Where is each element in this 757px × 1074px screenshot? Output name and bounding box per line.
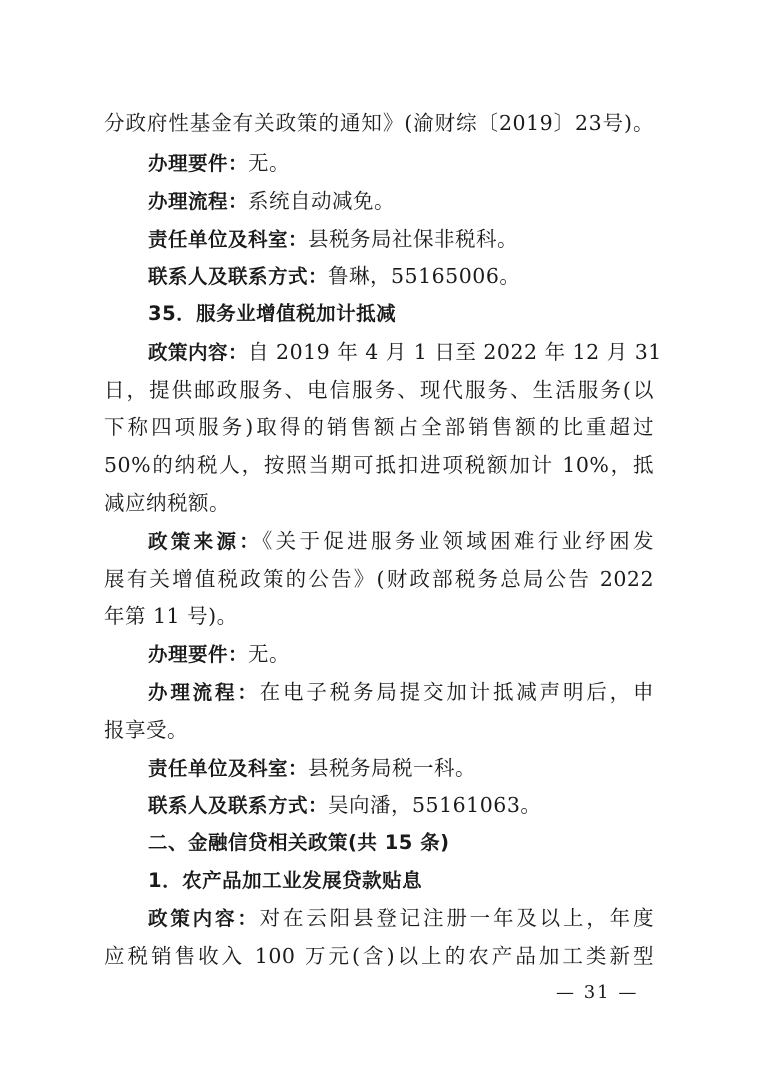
body-line [104, 716, 654, 744]
field-value: 无。 [248, 642, 291, 666]
field-value: 系统自动减免。 [248, 189, 396, 213]
field-line [148, 754, 654, 783]
field-line [148, 527, 654, 556]
field-value: 无。 [248, 151, 291, 175]
field-line [148, 678, 654, 707]
field-value: 《关于促进服务业领域困难行业纾困发 [262, 529, 654, 553]
field-label: 办理流程： [148, 681, 260, 704]
field-line [148, 225, 654, 254]
subsection-heading: 1．农产品加工业发展贷款贴息 [148, 869, 423, 892]
section-heading: 35．服务业增值税加计抵减 [148, 302, 397, 325]
body-line [104, 565, 654, 593]
body-line [104, 942, 654, 970]
line-text: 下称四项服务)取得的销售额占全部销售额的比重超过 [104, 415, 654, 439]
field-label: 责任单位及科室： [148, 228, 309, 251]
line-text: 展有关增值税政策的公告》(财政部税务总局公告 2022 [104, 567, 654, 591]
field-value: 对在云阳县登记注册一年及以上，年度 [259, 906, 654, 930]
field-line [148, 187, 654, 216]
field-line [148, 640, 654, 669]
field-line [148, 262, 654, 291]
field-label: 政策内容： [148, 907, 260, 930]
field-value: 自 2019 年 4 月 1 日至 2022 年 12 月 31 [248, 340, 662, 364]
field-label: 政策内容： [148, 341, 249, 364]
line-text: 50%的纳税人，按照当期可抵扣进项税额加计 10%，抵 [104, 453, 654, 477]
body-line [104, 451, 654, 479]
body-line [104, 376, 654, 404]
field-line [148, 904, 654, 933]
field-value: 县税务局税一科。 [308, 756, 477, 780]
field-value: 县税务局社保非税科。 [308, 227, 519, 251]
field-label: 办理要件： [148, 643, 249, 666]
field-label: 联系人及联系方式： [148, 265, 329, 288]
line-text: 报享受。 [104, 718, 188, 742]
field-line [148, 338, 662, 367]
field-label: 办理流程： [148, 190, 249, 213]
line-text: 分政府性基金有关政策的通知》(渝财综〔2019〕23号)。 [104, 111, 654, 135]
field-label: 办理要件： [148, 152, 249, 175]
body-line [104, 109, 654, 137]
field-line [148, 149, 654, 178]
body-line [104, 489, 654, 517]
field-label: 责任单位及科室： [148, 757, 309, 780]
field-value: 鲁琳，55165006。 [328, 264, 521, 288]
field-label: 联系人及联系方式： [148, 794, 329, 817]
body-line [104, 413, 654, 441]
section-heading: 二、金融信贷相关政策(共 15 条) [148, 831, 450, 854]
body-line [104, 602, 654, 630]
field-value: 在电子税务局提交加计抵减声明后，申 [259, 680, 654, 704]
field-value: 吴向潘，55161063。 [328, 793, 542, 817]
field-line [148, 791, 654, 820]
line-text: 日，提供邮政服务、电信服务、现代服务、生活服务(以 [104, 378, 654, 402]
line-text: 减应纳税额。 [104, 491, 230, 515]
field-label: 政策来源： [148, 530, 263, 553]
line-text: 年第 11 号)。 [104, 604, 238, 628]
line-text: 应税销售收入 100 万元(含)以上的农产品加工类新型 [104, 944, 654, 968]
page-number: — 31 — [556, 982, 639, 1003]
